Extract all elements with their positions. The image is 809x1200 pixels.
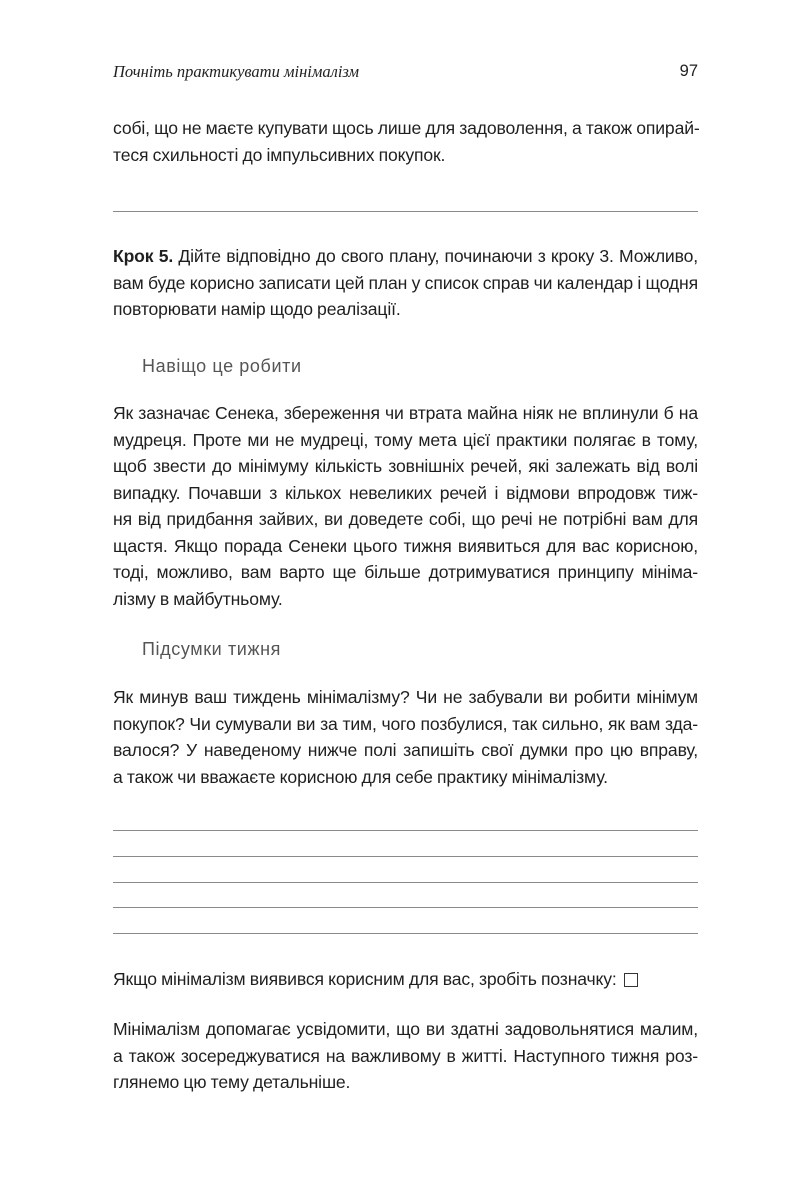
- text-line: Мінімалізм допомагає усвідомити, що ви здатні задовольнятися малим,: [113, 1019, 698, 1039]
- checkbox-prompt: Якщо мінімалізм виявився корисним для вас, зробіть позначку:: [113, 969, 617, 989]
- text-line: а також чи вважаєте корисною для себе практику мінімалізму.: [113, 766, 608, 787]
- text-line: тоді, можливо, вам варто ще більше дотримуватися принципу мініма-: [113, 562, 698, 582]
- page-number: 97: [679, 62, 698, 80]
- writing-line[interactable]: [113, 830, 698, 831]
- why-paragraph: [113, 400, 698, 612]
- writing-line[interactable]: [113, 882, 698, 883]
- section-heading-why: Навіщо це робити: [142, 356, 302, 376]
- step-label: Крок 5.: [113, 246, 174, 266]
- text-line: а також зосереджуватися на важливому в житті. Наступного тижня роз-: [113, 1045, 698, 1066]
- text-line: Як минув ваш тиждень мінімалізму? Чи не забували ви робити мінімум: [113, 687, 698, 707]
- text-line: щастя. Якщо порада Сенеки цього тижня виявиться для вас корисною,: [113, 535, 698, 556]
- writing-line[interactable]: [113, 211, 698, 212]
- text-line: Як зазначає Сенека, збереження чи втрата майна ніяк не вплинули б на: [113, 403, 698, 423]
- text-line: [113, 243, 698, 270]
- text-line: повторювати намір щодо реалізації.: [113, 299, 401, 319]
- text-line: ня від придбання зайвих, ви доведете собі, що речі не потрібні вам для: [113, 509, 698, 529]
- writing-line[interactable]: [113, 907, 698, 908]
- writing-line[interactable]: [113, 856, 698, 857]
- section-heading-summary: Підсумки тижня: [142, 639, 281, 659]
- intro-paragraph: [113, 115, 698, 168]
- step-text: Дійте відповідно до свого плану, починаючи з кроку 3. Можливо,: [173, 246, 698, 266]
- closing-paragraph: [113, 1016, 698, 1096]
- text-line: щоб звести до мінімуму кількість зовнішніх речей, які залежать від волі: [113, 456, 698, 476]
- text-line: глянемо цю тему детальніше.: [113, 1072, 351, 1092]
- checkbox-row: [113, 966, 698, 993]
- text-line: собі, що не маєте купувати щось лише для задоволення, а також опирай-: [113, 118, 700, 138]
- text-line: теся схильності до імпульсивних покупок.: [113, 144, 446, 165]
- text-line: випадку. Почавши з кількох невеликих речей і відмови впродовж тиж-: [113, 482, 698, 503]
- text-line: мудреця. Проте ми не мудреці, тому мета цієї практики полягає в тому,: [113, 429, 698, 450]
- text-line: покупок? Чи сумували ви за тим, чого позбулися, так сильно, як вам зда-: [113, 713, 698, 734]
- writing-line[interactable]: [113, 933, 698, 934]
- step5-paragraph: [113, 243, 698, 323]
- text-line: валося? У наведеному нижче полі запишіть свої думки про цю вправу,: [113, 740, 698, 760]
- text-line: вам буде корисно записати цей план у список справ чи календар і щодня: [113, 272, 698, 293]
- summary-paragraph: [113, 684, 698, 790]
- checkbox[interactable]: [624, 973, 638, 987]
- running-header-title: Почніть практикувати мінімалізм: [113, 62, 359, 81]
- text-line: лізму в майбутньому.: [113, 588, 283, 609]
